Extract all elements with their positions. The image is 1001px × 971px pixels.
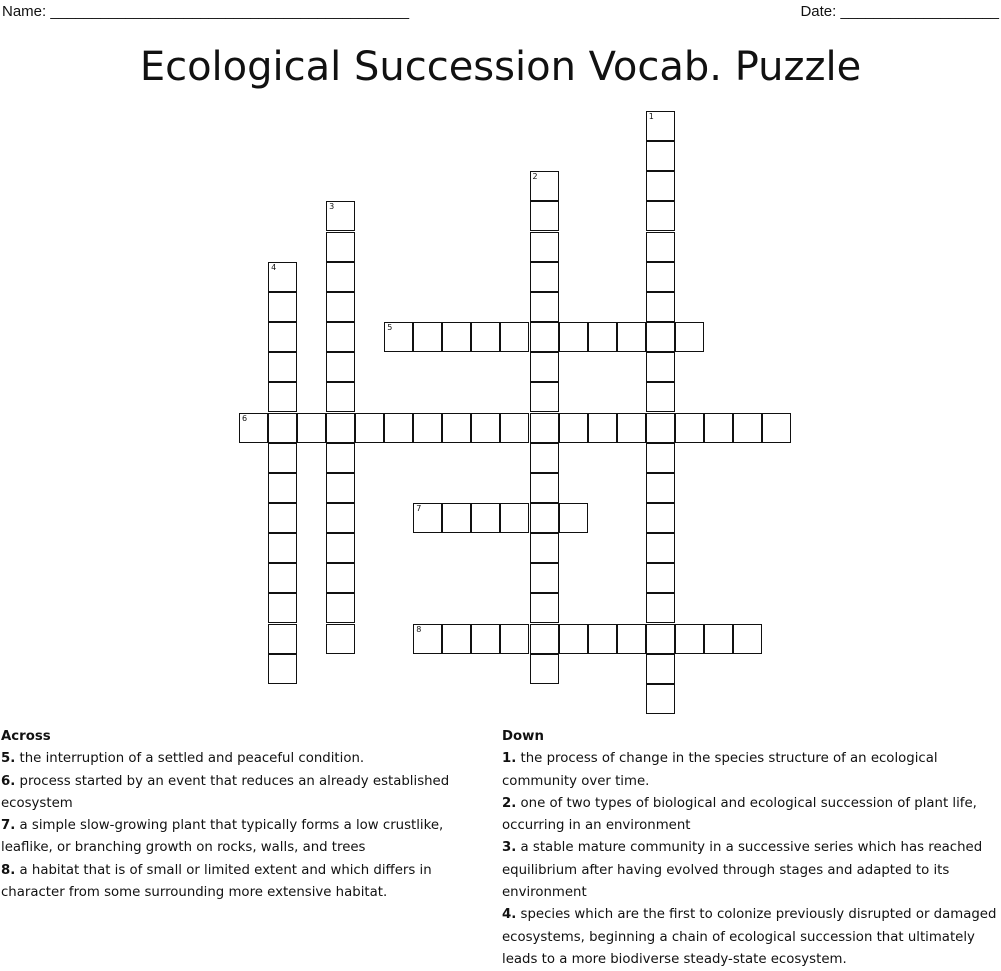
- clue-text: one of two types of biological and ecological succession of plant life, occurring in an environment: [502, 795, 977, 834]
- crossword-cell[interactable]: [762, 413, 791, 443]
- crossword-cell[interactable]: [442, 413, 471, 443]
- crossword-cell[interactable]: [646, 684, 675, 714]
- clue-number: 8: [416, 624, 422, 634]
- crossword-cell[interactable]: [530, 262, 559, 292]
- across-clue: [1, 771, 496, 816]
- crossword-cell[interactable]: [559, 413, 588, 443]
- crossword-cell[interactable]: [326, 443, 355, 473]
- crossword-cell[interactable]: [646, 563, 675, 593]
- crossword-cell[interactable]: [326, 201, 355, 231]
- down-clue: [502, 793, 1000, 838]
- clue-number: 5.: [1, 751, 16, 767]
- crossword-cell[interactable]: [646, 232, 675, 262]
- clue-text: species which are the first to colonize previously disrupted or damaged ecosystems, beginning a chain of ecological succession that ultimately leads to a more biodiverse steady-state ecosystem.: [502, 907, 997, 967]
- crossword-cell[interactable]: [646, 171, 675, 201]
- crossword-cell[interactable]: [471, 503, 500, 533]
- crossword-cell[interactable]: [500, 503, 529, 533]
- crossword-cell[interactable]: [588, 322, 617, 352]
- clue-number: 4: [271, 262, 277, 272]
- crossword-cell[interactable]: [384, 413, 413, 443]
- crossword-cell[interactable]: [413, 413, 442, 443]
- crossword-cell[interactable]: [704, 413, 733, 443]
- crossword-cell[interactable]: [559, 503, 588, 533]
- crossword-cell[interactable]: [326, 563, 355, 593]
- clue-number: 2.: [502, 795, 517, 811]
- crossword-cell[interactable]: [268, 443, 297, 473]
- crossword-cell[interactable]: [733, 413, 762, 443]
- clue-number: 6.: [1, 773, 16, 789]
- across-clue-list: [1, 748, 496, 904]
- crossword-cell[interactable]: [268, 382, 297, 412]
- clue-number: 1.: [502, 751, 517, 767]
- clue-number: 8.: [1, 862, 16, 878]
- down-heading: Down: [502, 729, 544, 744]
- crossword-cell[interactable]: [530, 232, 559, 262]
- crossword-cell[interactable]: [646, 533, 675, 563]
- crossword-cell[interactable]: [413, 503, 442, 533]
- down-clues: [502, 726, 1000, 971]
- clue-number: 6: [242, 413, 248, 423]
- down-clue: [502, 904, 1000, 971]
- crossword-cell[interactable]: [646, 593, 675, 623]
- clue-text: the process of change in the species structure of an ecological community over time.: [502, 751, 938, 789]
- crossword-cell[interactable]: [326, 503, 355, 533]
- crossword-cell[interactable]: [326, 262, 355, 292]
- crossword-cell[interactable]: [239, 413, 268, 443]
- crossword-cell[interactable]: [326, 232, 355, 262]
- clue-text: the interruption of a settled and peaceful condition.: [15, 751, 365, 767]
- crossword-cell[interactable]: [326, 292, 355, 322]
- down-clue-list: [502, 748, 1000, 971]
- crossword-cell[interactable]: [646, 352, 675, 382]
- crossword-cell[interactable]: [675, 322, 704, 352]
- crossword-cell[interactable]: [268, 654, 297, 684]
- crossword-cell[interactable]: [530, 563, 559, 593]
- crossword-cell[interactable]: [326, 352, 355, 382]
- clue-number: 7: [416, 503, 422, 513]
- crossword-cell[interactable]: [530, 413, 559, 443]
- clue-number: 1: [648, 112, 654, 121]
- crossword-cell[interactable]: [500, 322, 529, 352]
- crossword-cell[interactable]: [442, 322, 471, 352]
- crossword-cell[interactable]: [530, 443, 559, 473]
- crossword-cell[interactable]: [646, 413, 675, 443]
- clue-number: 2: [532, 172, 538, 182]
- clue-text: a simple slow-growing plant that typically forms a low crustlike, leaflike, or branching growth on rocks, walls, and trees: [1, 818, 444, 856]
- crossword-cell[interactable]: [588, 413, 617, 443]
- crossword-cell[interactable]: [530, 503, 559, 533]
- crossword-cell[interactable]: [355, 413, 384, 443]
- crossword-cell[interactable]: [268, 593, 297, 623]
- crossword-cell[interactable]: [559, 624, 588, 654]
- crossword-cell[interactable]: [646, 382, 675, 412]
- crossword-cell[interactable]: [530, 352, 559, 382]
- crossword-cell[interactable]: [297, 413, 326, 443]
- puzzle-title: Ecological Succession Vocab. Puzzle: [139, 44, 862, 90]
- crossword-cell[interactable]: [617, 624, 646, 654]
- crossword-cell[interactable]: [268, 413, 297, 443]
- crossword-cell[interactable]: [268, 533, 297, 563]
- clue-number: 5: [387, 323, 393, 332]
- crossword-cell[interactable]: [268, 503, 297, 533]
- crossword-cell[interactable]: [326, 624, 355, 654]
- clue-number: 4.: [502, 907, 517, 923]
- crossword-cell[interactable]: [733, 624, 762, 654]
- crossword-cell[interactable]: [268, 262, 297, 292]
- crossword-cell[interactable]: [646, 111, 675, 141]
- crossword-cell[interactable]: [617, 322, 646, 352]
- crossword-cell[interactable]: [268, 322, 297, 352]
- crossword-cell[interactable]: [384, 322, 413, 352]
- clue-number: 3: [329, 202, 335, 212]
- crossword-cell[interactable]: [559, 322, 588, 352]
- crossword-cell[interactable]: [326, 382, 355, 412]
- crossword-cell[interactable]: [530, 322, 559, 352]
- crossword-cell[interactable]: [326, 322, 355, 352]
- crossword-cell[interactable]: [588, 624, 617, 654]
- crossword-cell[interactable]: [471, 322, 500, 352]
- crossword-cell[interactable]: [704, 624, 733, 654]
- crossword-cell[interactable]: [530, 593, 559, 623]
- crossword-cell[interactable]: [646, 624, 675, 654]
- crossword-cell[interactable]: [530, 473, 559, 503]
- crossword-cell[interactable]: [442, 503, 471, 533]
- crossword-cell[interactable]: [326, 473, 355, 503]
- crossword-cell[interactable]: [646, 292, 675, 322]
- crossword-cell[interactable]: [268, 563, 297, 593]
- crossword-cell[interactable]: [268, 292, 297, 322]
- crossword-cell[interactable]: [326, 413, 355, 443]
- crossword-cell[interactable]: [530, 292, 559, 322]
- crossword-cell[interactable]: [530, 382, 559, 412]
- crossword-cell[interactable]: [646, 654, 675, 684]
- crossword-cell[interactable]: [530, 201, 559, 231]
- across-clue: [1, 815, 496, 860]
- crossword-cell[interactable]: [646, 262, 675, 292]
- name-field: Name: ___________________________________________: [2, 3, 410, 20]
- date-field: Date: ___________________: [800, 3, 999, 20]
- across-clue: [1, 748, 496, 770]
- crossword-cell[interactable]: [646, 503, 675, 533]
- across-clue: [1, 860, 496, 905]
- crossword-cell[interactable]: [646, 201, 675, 231]
- crossword-cell[interactable]: [413, 624, 442, 654]
- crossword-cell[interactable]: [268, 624, 297, 654]
- crossword-cell[interactable]: [471, 624, 500, 654]
- crossword-cell[interactable]: [326, 533, 355, 563]
- crossword-cell[interactable]: [646, 141, 675, 171]
- clue-text: a habitat that is of small or limited extent and which differs in character from some surrounding more extensive habitat.: [1, 862, 432, 901]
- down-clue: [502, 748, 1000, 793]
- crossword-cell[interactable]: [530, 624, 559, 654]
- crossword-cell[interactable]: [471, 413, 500, 443]
- crossword-cell[interactable]: [646, 443, 675, 473]
- crossword-cell[interactable]: [326, 593, 355, 623]
- clue-number: 7.: [1, 818, 16, 834]
- crossword-cell[interactable]: [646, 473, 675, 503]
- crossword-cell[interactable]: [646, 322, 675, 352]
- crossword-cell[interactable]: [268, 352, 297, 382]
- crossword-cell[interactable]: [675, 413, 704, 443]
- crossword-cell[interactable]: [617, 413, 646, 443]
- crossword-cell[interactable]: [500, 413, 529, 443]
- across-clues: [1, 726, 496, 904]
- clue-number: 3.: [502, 840, 517, 856]
- crossword-cell[interactable]: [530, 654, 559, 684]
- crossword-cell[interactable]: [442, 624, 471, 654]
- crossword-cell[interactable]: [530, 171, 559, 201]
- crossword-cell[interactable]: [530, 533, 559, 563]
- down-clue: [502, 837, 1000, 904]
- crossword-cell[interactable]: [268, 473, 297, 503]
- clue-text: a stable mature community in a successive series which has reached equilibrium after having evolved through stages and adapted to its environment: [502, 840, 983, 901]
- across-heading: Across: [1, 729, 51, 744]
- crossword-cell[interactable]: [500, 624, 529, 654]
- crossword-cell[interactable]: [413, 322, 442, 352]
- crossword-cell[interactable]: [675, 624, 704, 654]
- clue-text: process started by an event that reduces an already established ecosystem: [1, 773, 450, 811]
